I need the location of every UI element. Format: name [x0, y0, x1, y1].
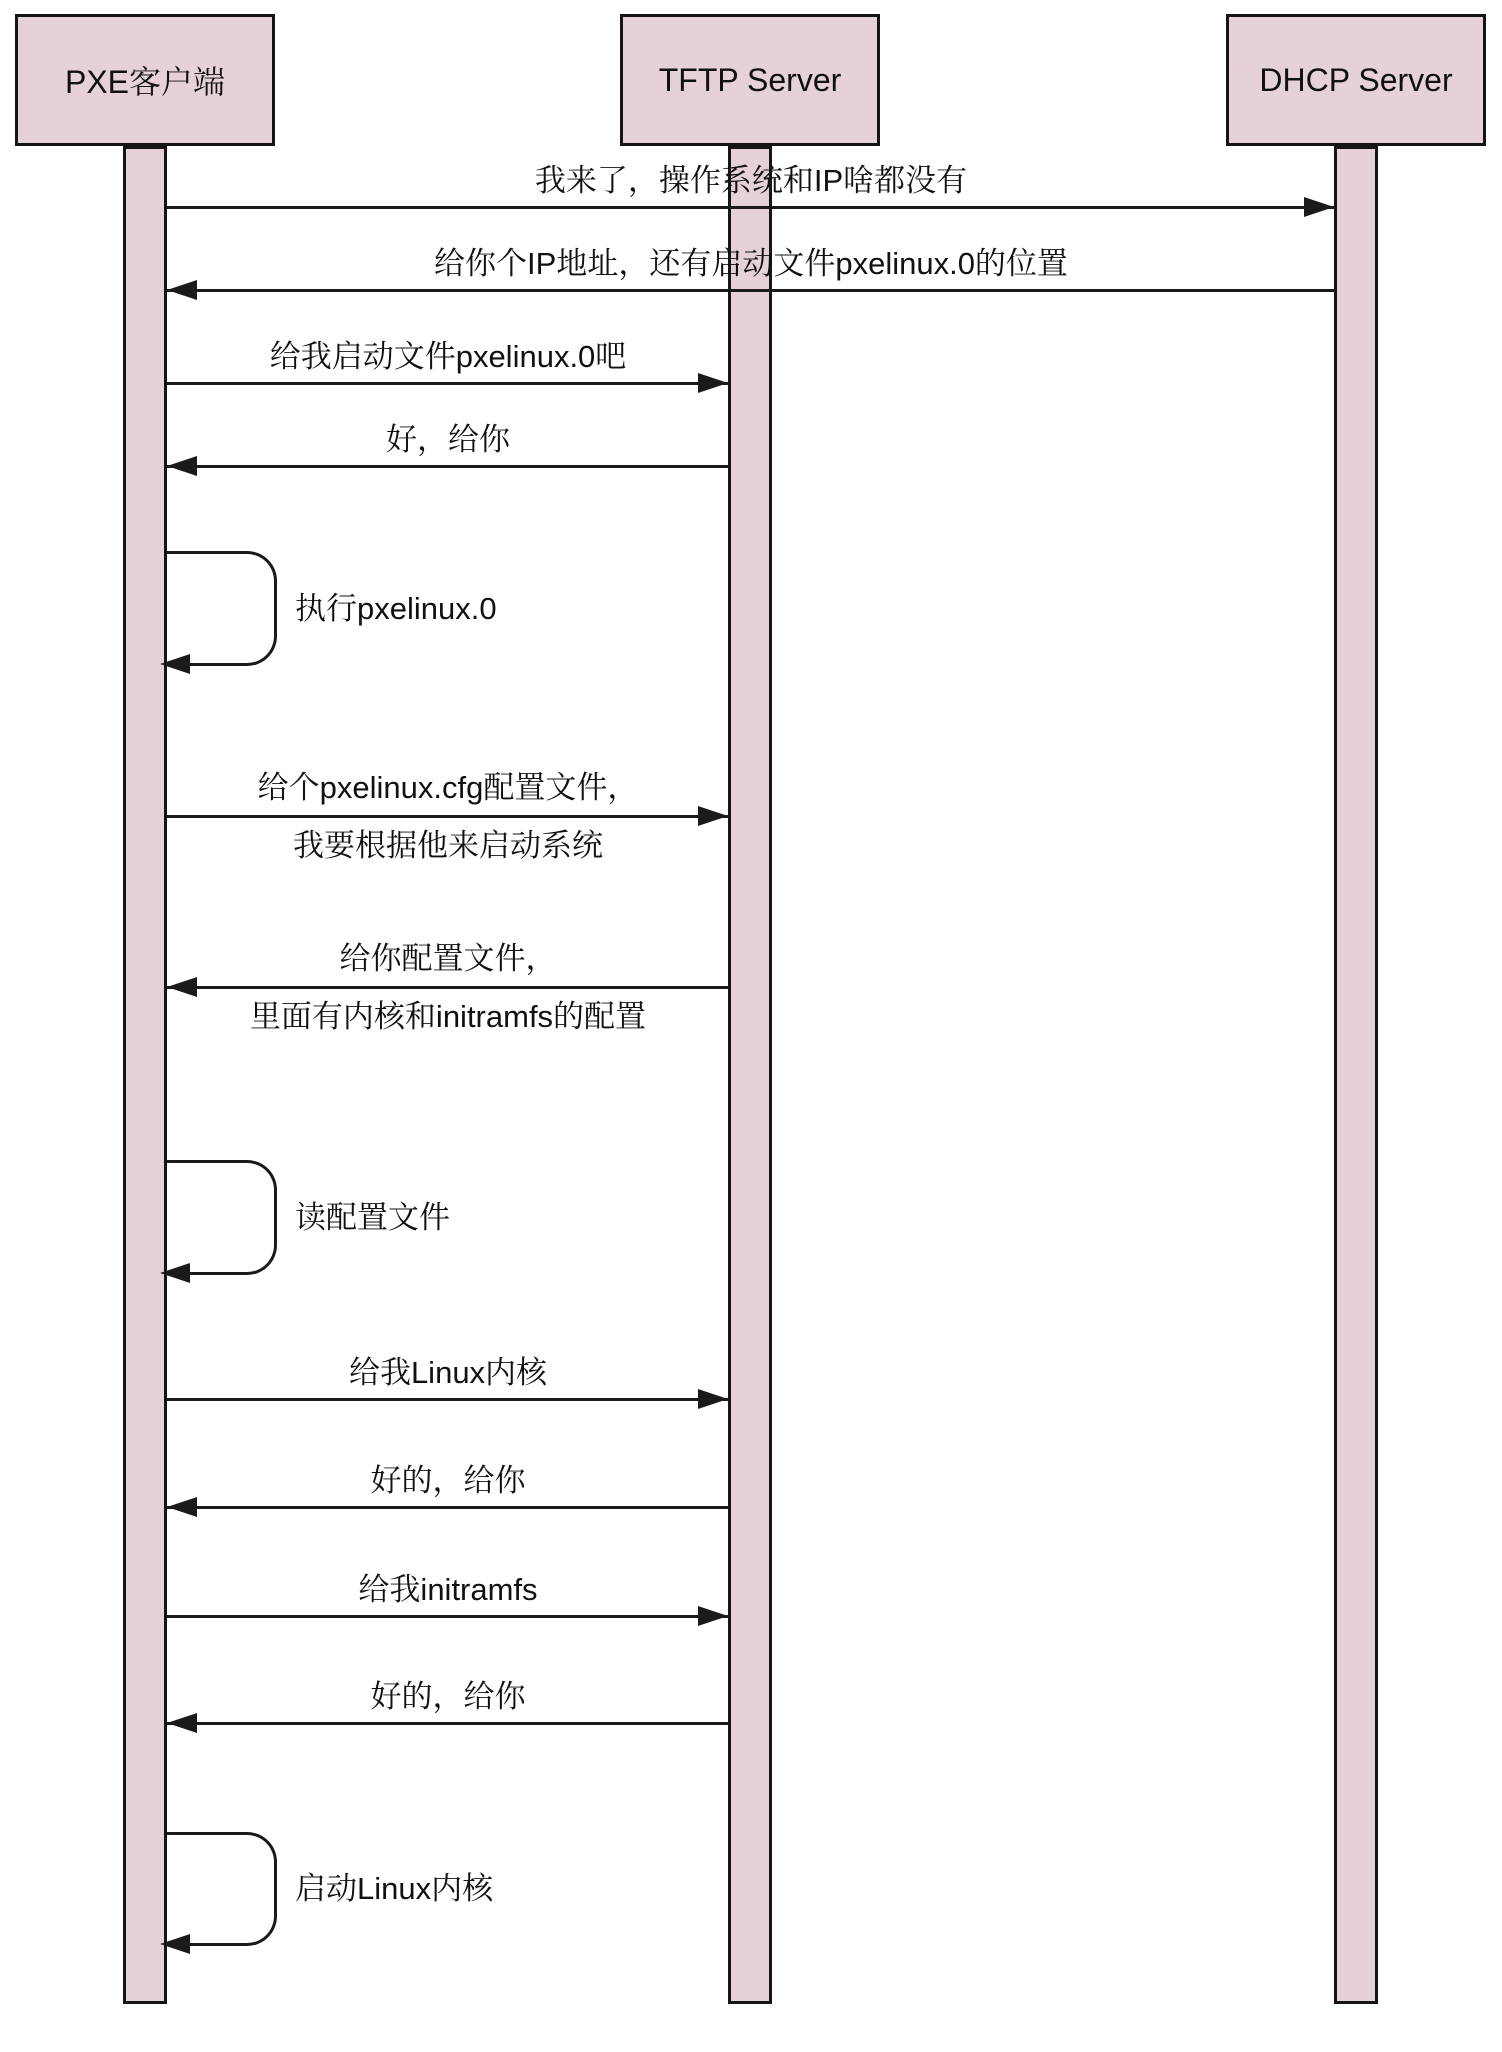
self-loop-box	[167, 1832, 277, 1946]
message-label: 好，给你	[386, 422, 510, 457]
message-line	[167, 289, 1334, 292]
message-label-line2: 里面有内核和initramfs的配置	[249, 999, 647, 1034]
self-loop-label: 启动Linux内核	[295, 1871, 494, 1906]
message-line	[167, 1398, 728, 1401]
message-label-line1: 给你配置文件，	[339, 941, 557, 976]
message-line	[167, 1615, 728, 1618]
message-line	[167, 382, 728, 385]
message-label-line1: 给个pxelinux.cfg配置文件，	[257, 770, 639, 805]
message-line	[167, 1506, 728, 1509]
message-line	[167, 986, 728, 989]
message-arrowhead	[1304, 197, 1334, 217]
message-arrowhead	[698, 1606, 728, 1626]
message-label: 给你个IP地址，还有启动文件pxelinux.0的位置	[434, 246, 1068, 281]
message-label: 给我Linux内核	[348, 1355, 548, 1390]
message-label: 给我启动文件pxelinux.0吧	[269, 339, 627, 374]
self-loop-arrowhead	[160, 1934, 190, 1954]
message-label: 好的，给你	[370, 1463, 526, 1498]
self-loop-arrowhead	[160, 1263, 190, 1283]
self-loop-arrowhead	[160, 654, 190, 674]
message-label-line2: 我要根据他来启动系统	[293, 828, 603, 863]
message-line	[167, 1722, 728, 1725]
message-arrowhead	[167, 977, 197, 997]
message-arrowhead	[167, 1497, 197, 1517]
message-arrowhead	[698, 1389, 728, 1409]
message-line	[167, 206, 1334, 209]
actor-label-tftp-server: TFTP Server	[658, 61, 842, 98]
message-arrowhead	[698, 373, 728, 393]
self-loop-label: 执行pxelinux.0	[295, 591, 497, 626]
message-arrowhead	[167, 456, 197, 476]
actor-label-dhcp-server: DHCP Server	[1259, 61, 1453, 98]
self-loop-box	[167, 551, 277, 666]
message-label: 我来了，操作系统和IP啥都没有	[534, 163, 968, 198]
message-arrowhead	[698, 806, 728, 826]
self-loop-label: 读配置文件	[295, 1200, 450, 1235]
message-line	[167, 465, 728, 468]
message-line	[167, 815, 728, 818]
message-arrowhead	[167, 280, 197, 300]
self-loop-box	[167, 1160, 277, 1275]
message-label: 好的，给你	[370, 1679, 526, 1714]
message-arrowhead	[167, 1713, 197, 1733]
message-label: 给我initramfs	[358, 1572, 538, 1607]
actor-label-pxe-client: PXE客户端	[64, 64, 226, 100]
